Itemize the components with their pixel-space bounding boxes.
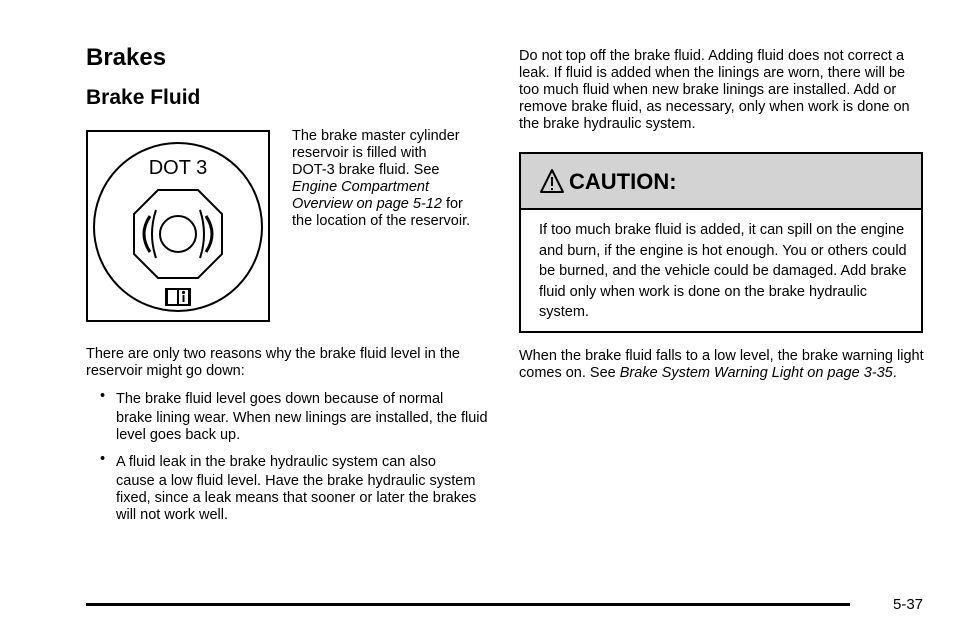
list-item: • The brake fluid level goes down because of normal brake lining wear. When new linings are installed, the fluid level goes back up. [100,388,488,443]
caution-title: CAUTION: [569,169,677,194]
brake-reservoir-cap-figure [86,130,270,322]
reservoir-cap-illustration [88,132,268,320]
engine-compartment-reference[interactable]: Engine Compartment [292,179,430,195]
left-arc-mark [144,216,150,252]
octagon-shape [134,190,222,278]
right-arc-mark [206,216,212,252]
cap-label: DOT 3 [148,157,208,179]
page-number: 5-37 [893,596,924,613]
topoff-paragraph: Do not top off the brake fluid. Adding fluid does not correct a leak. If fluid is added when the linings are worn, there will be too much fluid when new brake linings are installed. Add or remove brake fluid, as necessary, only when work is done on the brake hydraulic system. [519,48,910,132]
owner-manual-icon [165,288,191,306]
brake-warning-light-reference[interactable]: Brake System Warning Light on page 3-35 [619,365,893,381]
subsection-title: Brake Fluid [86,86,201,109]
intro-paragraph: The brake master cylinder reservoir is filled with DOT-3 brake fluid. See Engine Compartment Overview on page 5-12 for the location of the reservoir. [292,128,471,229]
caution-header [521,154,921,210]
warning-triangle-icon [539,168,565,194]
footer-rule [86,603,850,606]
caution-text: If too much brake fluid is added, it can spill on the engine and burn, if the engine is hot enough. You or others could be burned, and the vehicle could be damaged. Add brake fluid only when work is done on the brake hydraulic system. [539,222,907,320]
section-title: Brakes [86,44,167,71]
caution-box [519,152,923,333]
bullet-icon: • [100,451,106,467]
engine-compartment-reference-page[interactable]: Overview on page 5-12 [292,196,442,212]
bullet-icon: • [100,388,106,404]
warning-light-paragraph: When the brake fluid falls to a low level, the brake warning light comes on. See Brake System Warning Light on page 3-35. [519,348,924,381]
list-item: • A fluid leak in the brake hydraulic system can also cause a low fluid level. Have the brake hydraulic system fixed, since a leak means that sooner or later the brakes will not work well. [100,451,477,523]
reasons-paragraph: There are only two reasons why the brake fluid level in the reservoir might go down: [86,346,460,379]
